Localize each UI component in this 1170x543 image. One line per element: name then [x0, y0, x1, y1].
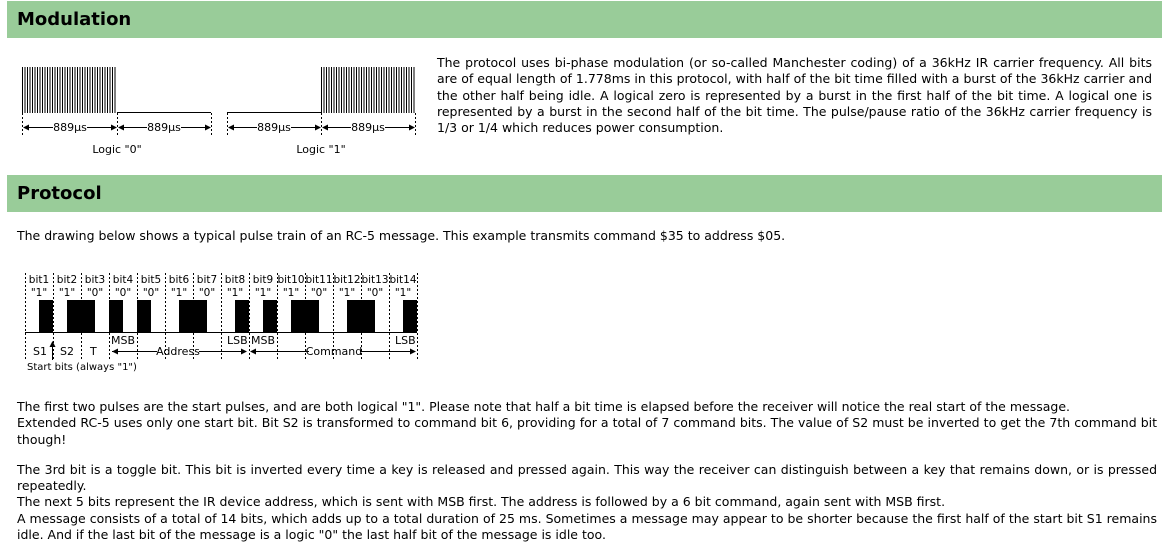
command-lsb-label: LSB [395, 334, 416, 347]
bit-pulse [179, 300, 193, 333]
bit-pulse [347, 300, 361, 333]
protocol-intro: The drawing below shows a typical pulse train of an RC-5 message. This example transmits command $35 to address $05. [17, 228, 786, 243]
protocol-body [17, 399, 1157, 543]
bit-pulse [235, 300, 249, 333]
bit-name-label: bit11 [305, 274, 333, 286]
section-header-protocol [7, 175, 1162, 212]
bit-value-label: "1" [338, 287, 356, 299]
bit-pulse [305, 300, 319, 333]
bit-value-label: "1" [170, 287, 188, 299]
bit-name-label: bit8 [224, 274, 246, 286]
bit-value-label: "1" [226, 287, 244, 299]
bit-pulse [81, 300, 95, 333]
arrowhead [410, 349, 416, 355]
address-msb-label: MSB [111, 334, 136, 347]
arrowhead [50, 341, 56, 347]
start-bits-caption: Start bits (always "1") [27, 362, 137, 373]
bit-pulse [403, 300, 417, 333]
s2-label: S2 [60, 345, 74, 358]
section-title: Modulation [17, 9, 132, 30]
body-paragraph: The first two pulses are the start pulses, and are both logical "1". Please note that half a bit time is elapsed before the receiver will notice the real start of the message. [17, 399, 1070, 414]
bit-value-label: "0" [198, 287, 216, 299]
burst-logic-1 [322, 67, 415, 113]
bit-name-label: bit13 [361, 274, 389, 286]
bit-name-label: bit3 [84, 274, 106, 286]
bit-name-label: bit7 [196, 274, 218, 286]
bit-name-label: bit6 [168, 274, 190, 286]
bit-name-label: bit4 [112, 274, 134, 286]
duration-label: 889µs [257, 121, 291, 134]
bit-value-label: "1" [394, 287, 412, 299]
arrowhead [112, 349, 118, 355]
command-msb-label: MSB [251, 334, 276, 347]
bit-pulse [193, 300, 207, 333]
bit-name-label: bit2 [56, 274, 78, 286]
modulation-diagram [0, 55, 430, 160]
bit-pulse [361, 300, 375, 333]
bit-value-label: "1" [58, 287, 76, 299]
address-label: Address [156, 345, 200, 358]
bit-value-label: "1" [254, 287, 272, 299]
duration-label: 889µs [53, 121, 87, 134]
logic-1-caption: Logic "1" [296, 143, 346, 156]
command-label: Command [305, 345, 363, 358]
s1-label: S1 [33, 345, 47, 358]
bit-pulse [137, 300, 151, 333]
arrowhead [250, 349, 256, 355]
body-paragraph: A message consists of a total of 14 bits, which adds up to a total duration of 25 ms. Sometimes a message may appear to be shorter because the first half of the start bit S1 remains idle. And if the last bit of the message is a logic "0" the last half bit of the message is idle too. [17, 510, 1157, 543]
bit-name-label: bit14 [389, 274, 417, 286]
bit-pulse [109, 300, 123, 333]
bit-name-label: bit5 [140, 274, 162, 286]
bit-pulse [291, 300, 305, 333]
bit-value-label: "1" [30, 287, 48, 299]
section-header-modulation [7, 1, 1162, 38]
modulation-description: The protocol uses bi-phase modulation (or so-called Manchester coding) of a 36kHz IR carrier frequency. All bits are of equal length of 1.778ms in this protocol, with half of the bit time filled with a burst of the 36kHz carrier and the other half being idle. A logical zero is represented by a burst in the first half of the bit time. A logical one is represented by a burst in the second half of the bit time. The pulse/pause ratio of the 36kHz carrier frequency is 1/3 or 1/4 which reduces power consumption. [437, 55, 1152, 136]
body-paragraph: The next 5 bits represent the IR device address, which is sent with MSB first. The address is followed by a 6 bit command, again sent with MSB first. [17, 494, 946, 510]
bit-value-label: "0" [86, 287, 104, 299]
bit-value-label: "0" [310, 287, 328, 299]
bit-pulse [263, 300, 277, 333]
paragraph-gap [17, 448, 1157, 462]
body-paragraph: Extended RC-5 uses only one start bit. Bit S2 is transformed to command bit 6, providing for a total of 7 command bits. The value of S2 must be inverted to get the 7th command bit though! [17, 415, 1157, 447]
bit-pulse [67, 300, 81, 333]
bit-name-label: bit1 [28, 274, 50, 286]
duration-label: 889µs [147, 121, 181, 134]
logic-0-caption: Logic "0" [92, 143, 142, 156]
toggle-label: T [90, 345, 97, 358]
pulse-train-diagram [0, 265, 430, 377]
bit-name-label: bit12 [333, 274, 361, 286]
burst-logic-0 [23, 67, 116, 113]
bit-value-label: "0" [366, 287, 384, 299]
section-title: Protocol [17, 183, 102, 204]
address-lsb-label: LSB [227, 334, 248, 347]
arrowhead [241, 349, 247, 355]
bit-name-label: bit9 [252, 274, 274, 286]
body-paragraph: The 3rd bit is a toggle bit. This bit is inverted every time a key is released and pressed again. This way the receiver can distinguish between a key that remains down, or is pressed repeatedly. [17, 461, 1157, 494]
bit-value-label: "1" [282, 287, 300, 299]
bit-value-label: "0" [114, 287, 132, 299]
bit-value-label: "0" [142, 287, 160, 299]
bit-pulse [39, 300, 53, 333]
duration-label: 889µs [351, 121, 385, 134]
bit-name-label: bit10 [277, 274, 305, 286]
